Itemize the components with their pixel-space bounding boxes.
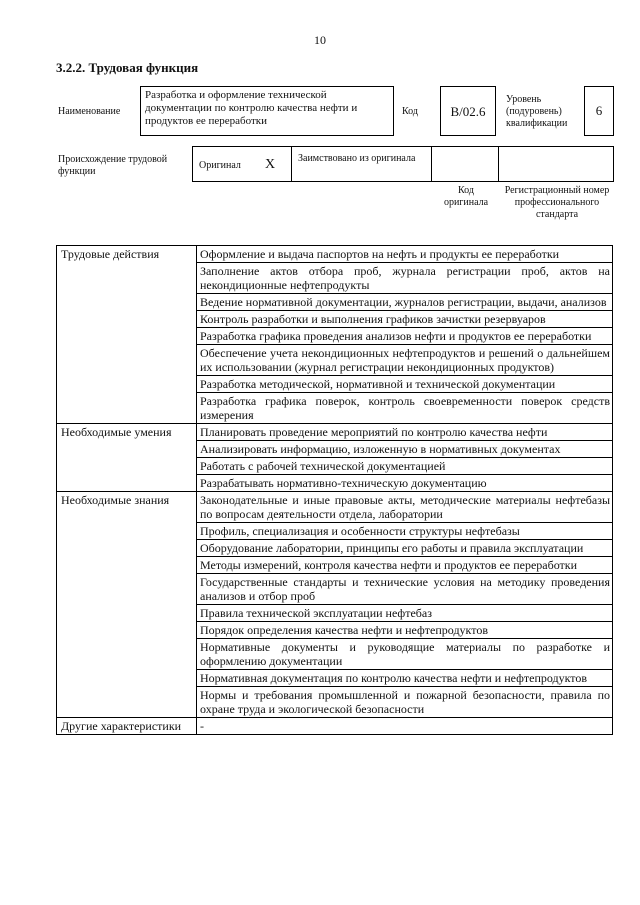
original-label: Оригинал <box>199 160 241 171</box>
code-label: Код <box>402 106 418 117</box>
section-item: Разработка графика поверок, контроль своевременности поверок средств измерения <box>197 393 613 424</box>
level-value: 6 <box>595 103 603 118</box>
section-item: Разработка методической, нормативной и технической документации <box>197 376 613 393</box>
name-label: Наименование <box>58 106 121 117</box>
table-row <box>57 718 613 735</box>
section-heading: 3.2.2. Трудовая функция <box>56 60 199 75</box>
table-row <box>57 246 613 263</box>
code-value: B/02.6 <box>450 103 486 119</box>
section-item: Оборудование лаборатории, принципы его работы и правила эксплуатации <box>197 540 613 557</box>
section-item: Государственные стандарты и технические условия на методику проведения анализов и отбор проб <box>197 574 613 605</box>
section-item: Разрабатывать нормативно-техническую документацию <box>197 475 613 492</box>
section-item: Планировать проведение мероприятий по контролю качества нефти <box>197 424 613 441</box>
original-box <box>192 146 292 182</box>
section-item: Законодательные и иные правовые акты, методические материалы нефтебазы по вопросам деятельности отдела, лаборатории <box>197 492 613 523</box>
section-label: Другие характеристики <box>57 718 197 735</box>
table-row <box>57 424 613 441</box>
reg-number-caption: Регистрационный номер профессионального стандарта <box>504 185 610 220</box>
section-item: Анализировать информацию, изложенную в нормативных документах <box>197 441 613 458</box>
origin-label: Происхождение трудовой функции <box>58 154 168 177</box>
function-details-body <box>57 246 613 735</box>
function-details-table <box>56 245 613 735</box>
level-value-box <box>584 86 614 136</box>
section-item: Нормативная документация по контролю качества нефти и нефтепродуктов <box>197 670 613 687</box>
section-item: Методы измерений, контроля качества нефти и продуктов ее переработки <box>197 557 613 574</box>
original-mark: X <box>265 157 276 172</box>
function-name-box <box>140 86 394 136</box>
section-item: - <box>197 718 613 735</box>
function-name: Разработка и оформление технической документации по контролю качества нефти и продуктов ее переработки <box>145 89 358 127</box>
level-label: Уровень (подуровень) квалификации <box>506 94 568 129</box>
section-label: Необходимые умения <box>57 424 197 492</box>
section-item: Правила технической эксплуатации нефтебаз <box>197 605 613 622</box>
section-item: Нормы и требования промышленной и пожарной безопасности, правила по охране труда и экологической безопасности <box>197 687 613 718</box>
reg-number-box <box>498 146 614 182</box>
section-item: Оформление и выдача паспортов на нефть и продукты ее переработки <box>197 246 613 263</box>
section-label: Трудовые действия <box>57 246 197 424</box>
section-item: Обеспечение учета некондиционных нефтепродуктов и решений о дальнейшем их использовании (журнал регистрации некондиционных продуктов) <box>197 345 613 376</box>
section-item: Разработка графика проведения анализов нефти и продуктов ее переработки <box>197 328 613 345</box>
section-item: Ведение нормативной документации, журналов регистрации, выдачи, анализов <box>197 294 613 311</box>
original-code-box <box>431 146 499 182</box>
section-item: Заполнение актов отбора проб, журнала регистрации проб, актов на некондиционные нефтепродукты <box>197 263 613 294</box>
section-item: Контроль разработки и выполнения графиков зачистки резервуаров <box>197 311 613 328</box>
borrowed-box <box>291 146 432 182</box>
code-value-box <box>440 86 496 136</box>
table-row <box>57 492 613 523</box>
section-item: Работать с рабочей технической документацией <box>197 458 613 475</box>
section-item: Порядок определения качества нефти и нефтепродуктов <box>197 622 613 639</box>
original-code-caption: Код оригинала <box>443 185 489 208</box>
section-item: Нормативные документы и руководящие материалы по разработке и оформлению документации <box>197 639 613 670</box>
page-number: 10 <box>314 33 326 47</box>
section-label: Необходимые знания <box>57 492 197 718</box>
borrowed-label: Заимствовано из оригинала <box>298 153 416 164</box>
section-item: Профиль, специализация и особенности структуры нефтебазы <box>197 523 613 540</box>
